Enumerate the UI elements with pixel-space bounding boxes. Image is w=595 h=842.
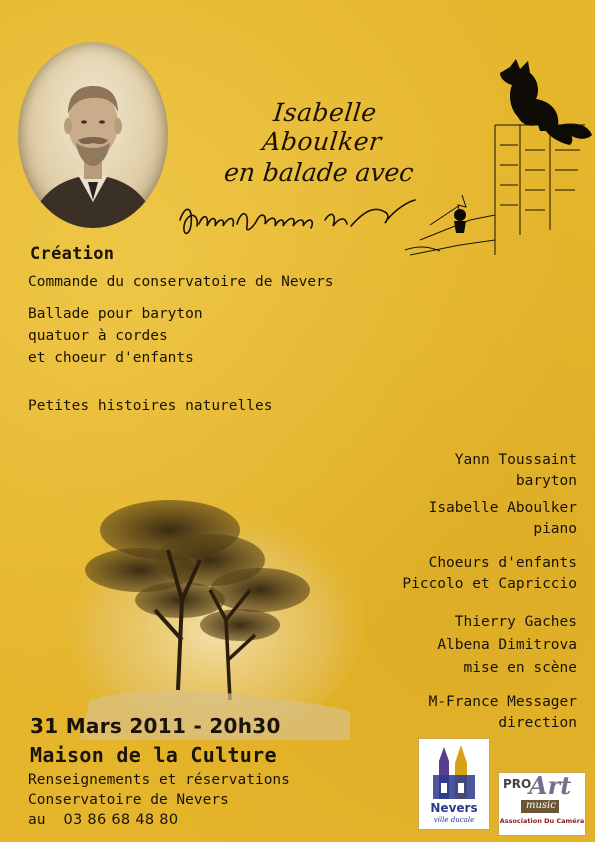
credit-role: Piccolo et Capriccio — [402, 576, 577, 592]
creation-heading: Création — [30, 244, 115, 264]
proart-music-logo — [498, 772, 586, 836]
credit-staging — [437, 611, 577, 680]
cathedral-icon — [419, 739, 489, 803]
credit-name: Yann Toussaint — [454, 452, 577, 468]
tree-photo — [60, 450, 370, 740]
work-line: et choeur d'enfants — [28, 350, 194, 366]
event-venue: Maison de la Culture — [30, 743, 277, 767]
event-date: 31 Mars 2011 - 20h30 — [30, 714, 281, 738]
composer-portrait — [18, 42, 168, 228]
proart-association: Association Du Caméra — [499, 817, 585, 825]
credit-performer — [429, 498, 577, 540]
fox-illustration — [400, 55, 595, 265]
title-line-name: Isabelle Aboulker — [261, 98, 384, 156]
credit-role: baryton — [515, 473, 577, 489]
nevers-logo — [418, 738, 490, 830]
proart-pro: PRO — [503, 777, 532, 791]
credit-role: direction — [498, 715, 577, 731]
reservation-info: Renseignements et réservations — [28, 772, 290, 788]
credit-name: Thierry Gaches — [454, 614, 577, 630]
phone-number: 03 86 68 48 80 — [63, 812, 179, 828]
credit-name: Albena Dimitrova — [437, 637, 577, 653]
credit-role: piano — [533, 521, 577, 537]
composer-signature — [175, 180, 425, 250]
credit-name: Isabelle Aboulker — [428, 500, 577, 516]
phone-line — [28, 812, 178, 828]
credit-performer — [402, 553, 577, 595]
nevers-tagline: ville ducale — [433, 816, 475, 824]
nevers-name: Nevers — [430, 801, 478, 815]
proart-music: music — [526, 800, 556, 811]
proart-art: Art — [529, 771, 572, 800]
credit-performer — [455, 450, 577, 492]
phone-prefix: au — [28, 812, 46, 828]
credit-name: Choeurs d'enfants — [428, 555, 577, 571]
reservation-venue: Conservatoire de Nevers — [28, 792, 229, 808]
work-line: quatuor à cordes — [28, 328, 168, 344]
credit-name: M-France Messager — [428, 694, 577, 710]
work-subtitle: Petites histoires naturelles — [28, 398, 273, 414]
work-line: Ballade pour baryton — [28, 306, 203, 322]
title-line-with: en balade avec — [222, 158, 415, 187]
credit-conductor — [429, 692, 577, 734]
commission-line: Commande du conservatoire de Nevers — [28, 274, 334, 290]
portrait-illustration — [18, 42, 168, 228]
credit-role: mise en scène — [463, 660, 577, 676]
